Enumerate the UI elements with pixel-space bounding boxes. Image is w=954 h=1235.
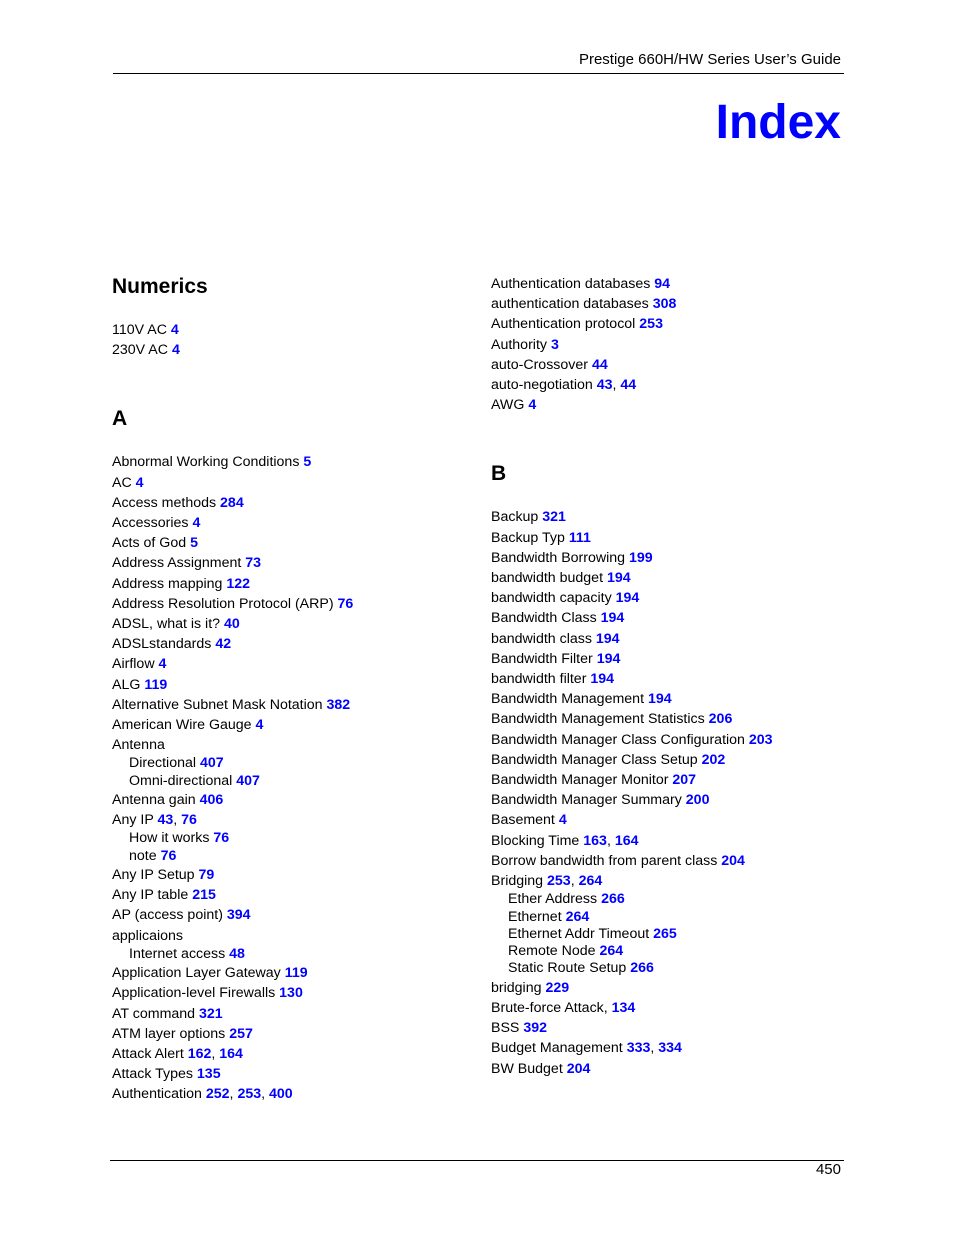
index-entry: Attack Alert 162, 164 <box>112 1045 243 1062</box>
header-rule <box>113 73 844 74</box>
page-link[interactable]: 284 <box>220 494 244 511</box>
section-heading: A <box>112 407 128 431</box>
page-link[interactable]: 252 <box>205 1086 230 1103</box>
index-term: ADSLstandards <box>112 636 212 653</box>
index-column-right <box>491 274 851 1079</box>
page-link[interactable]: 40 <box>223 616 240 633</box>
index-entry <box>112 1004 472 1024</box>
page-number: 450 <box>815 1161 841 1178</box>
page-link[interactable]: 5 <box>303 454 312 471</box>
index-entry <box>112 634 472 654</box>
index-term: Bandwidth Class <box>491 610 597 627</box>
index-term: Authentication <box>112 1086 202 1103</box>
index-entry <box>112 735 472 755</box>
index-term: Bandwidth Borrowing <box>491 549 626 566</box>
index-term: AP (access point) <box>112 907 223 924</box>
page-link[interactable]: 204 <box>721 852 745 869</box>
index-entry <box>112 574 472 594</box>
index-entry <box>491 314 851 334</box>
page-link[interactable]: 4 <box>528 397 537 414</box>
index-term: Bandwidth Filter <box>491 650 593 667</box>
index-entry <box>112 865 472 885</box>
index-subentry <box>112 830 472 847</box>
index-term: Ethernet <box>508 908 562 925</box>
index-entry <box>112 594 472 614</box>
section-spacer <box>112 360 472 404</box>
index-entry <box>112 963 472 983</box>
index-entry <box>491 998 851 1018</box>
index-term: Bandwidth Management <box>491 691 645 708</box>
index-entry: Authentication 252, 253, 400 <box>112 1086 293 1103</box>
index-term: Attack Types <box>112 1066 193 1083</box>
page-link[interactable]: 44 <box>620 377 637 394</box>
index-term: Antenna gain <box>112 792 196 809</box>
running-header: Prestige 660H/HW Series User’s Guide <box>578 51 841 68</box>
index-entry <box>491 548 851 568</box>
page-link[interactable]: 194 <box>647 691 672 708</box>
index-entry <box>112 715 472 735</box>
index-term: Address Resolution Protocol (ARP) <box>112 595 334 612</box>
index-term: bandwidth filter <box>491 671 587 688</box>
index-term: 110V AC <box>112 322 167 338</box>
index-subentry <box>491 891 851 908</box>
index-column-left <box>112 272 472 1105</box>
page-title: Index <box>715 96 841 149</box>
section-heading: B <box>491 462 507 486</box>
index-term: Bandwidth Manager Summary <box>491 792 682 809</box>
index-entry <box>112 553 472 573</box>
index-term: Any IP table <box>112 887 189 904</box>
heading-spacer <box>112 302 472 320</box>
index-entry: Blocking Time 163, 164 <box>491 832 639 849</box>
index-entry <box>112 320 472 340</box>
page-link[interactable]: 407 <box>199 755 224 772</box>
index-term: American Wire Gauge <box>112 717 252 734</box>
index-term: Application Layer Gateway <box>112 965 281 982</box>
index-term: AC <box>112 474 132 491</box>
index-subentry <box>491 926 851 943</box>
page-link[interactable]: 321 <box>199 1005 223 1022</box>
index-entry <box>491 810 851 830</box>
page-link[interactable]: 4 <box>255 717 264 734</box>
page-link[interactable]: 111 <box>568 529 591 546</box>
page-link[interactable]: 394 <box>226 907 251 924</box>
index-term: Bridging <box>491 873 544 890</box>
page-link[interactable]: 321 <box>542 509 566 526</box>
page-link[interactable]: 4 <box>192 515 201 532</box>
index-term: Blocking Time <box>491 832 580 849</box>
index-term: ADSL, what is it? <box>112 616 221 633</box>
page-link[interactable]: 164 <box>614 832 639 849</box>
index-term: Any IP <box>112 812 154 829</box>
page-link[interactable]: 163 <box>583 832 607 849</box>
page-link[interactable]: 199 <box>629 549 653 566</box>
index-entry <box>112 983 472 1003</box>
index-term: Static Route Setup <box>508 960 627 977</box>
page-link[interactable]: 308 <box>652 296 677 313</box>
page-link[interactable]: 202 <box>701 751 726 768</box>
index-entry <box>491 851 851 871</box>
page-link[interactable]: 5 <box>190 535 198 552</box>
index-term: bandwidth budget <box>491 570 604 587</box>
index-entry <box>491 274 851 294</box>
index-entry <box>491 588 851 608</box>
page-link[interactable]: 42 <box>215 636 232 653</box>
index-subentry <box>112 848 472 865</box>
page-link[interactable]: 122 <box>226 575 251 592</box>
index-subentry <box>112 755 472 772</box>
index-term: ATM layer options <box>112 1025 226 1042</box>
index-term: Abnormal Working Conditions <box>112 454 300 471</box>
index-entry <box>112 1064 472 1084</box>
page-link[interactable]: 134 <box>611 999 636 1016</box>
index-term: bandwidth class <box>491 630 592 647</box>
index-term: How it works <box>129 830 210 847</box>
index-entry <box>112 654 472 674</box>
index-entry <box>112 452 472 472</box>
index-term: Ether Address <box>508 891 598 908</box>
index-entry <box>491 1018 851 1038</box>
page-link[interactable]: 392 <box>523 1020 548 1037</box>
index-entry <box>491 978 851 998</box>
page-link[interactable]: 265 <box>653 925 677 942</box>
index-term: Antenna <box>112 737 165 754</box>
page-link[interactable]: 44 <box>591 356 608 373</box>
page-link[interactable]: 76 <box>337 595 354 612</box>
index-entry <box>112 926 472 946</box>
index-entry <box>491 730 851 750</box>
page-link[interactable]: 3 <box>550 336 559 353</box>
index-entry: auto-negotiation 43, 44 <box>491 377 637 394</box>
index-term: BW Budget <box>491 1060 563 1077</box>
index-entry <box>112 695 472 715</box>
index-entry: Budget Management 333, 334 <box>491 1040 682 1057</box>
page-link[interactable]: 4 <box>135 474 144 491</box>
index-term: Attack Alert <box>112 1045 184 1062</box>
index-term: auto-Crossover <box>491 356 588 373</box>
page-link[interactable]: 333 <box>626 1040 651 1057</box>
index-term: auto-negotiation <box>491 377 593 394</box>
section-spacer <box>491 415 851 459</box>
page-link[interactable]: 200 <box>685 792 710 809</box>
index-term: Alternative Subnet Mask Notation <box>112 696 323 713</box>
page-link[interactable]: 94 <box>654 276 671 292</box>
index-term: AWG <box>491 397 525 414</box>
index-entry <box>491 790 851 810</box>
index-entry <box>491 709 851 729</box>
index-term: Bandwidth Management Statistics <box>491 711 705 728</box>
index-term: Remote Node <box>508 943 596 960</box>
index-entry <box>491 1059 851 1079</box>
heading-spacer <box>112 434 472 452</box>
index-entry: Bridging 253, 264 <box>491 873 603 890</box>
index-subentry <box>491 960 851 977</box>
index-entry <box>491 568 851 588</box>
page-link[interactable]: 162 <box>187 1045 212 1062</box>
index-term: Backup Typ <box>491 529 565 546</box>
index-subentry <box>491 909 851 926</box>
index-entry <box>491 750 851 770</box>
page-link[interactable]: 135 <box>196 1066 221 1083</box>
index-subentry <box>112 773 472 790</box>
index-entry <box>112 513 472 533</box>
index-entry <box>112 790 472 810</box>
index-term: AT command <box>112 1005 196 1022</box>
index-entry <box>491 335 851 355</box>
index-entry <box>112 885 472 905</box>
index-term: Ethernet Addr Timeout <box>508 925 650 942</box>
page-link[interactable]: 119 <box>144 676 168 693</box>
index-term: Omni-directional <box>129 772 233 789</box>
page-link[interactable]: 194 <box>596 650 621 667</box>
page-link[interactable]: 215 <box>192 887 216 904</box>
index-entry <box>112 340 472 360</box>
page-link[interactable]: 206 <box>708 711 733 728</box>
index-entry <box>112 614 472 634</box>
page-link[interactable]: 194 <box>600 610 625 627</box>
page-link[interactable]: 264 <box>578 873 603 890</box>
index-entry <box>491 608 851 628</box>
page-link[interactable]: 4 <box>170 322 179 338</box>
page-link[interactable]: 73 <box>245 555 262 572</box>
index-entry <box>491 629 851 649</box>
index-term: authentication databases <box>491 296 649 313</box>
index-term: Address mapping <box>112 575 223 592</box>
page-link[interactable]: 43 <box>157 812 174 829</box>
index-term: Access methods <box>112 494 217 511</box>
index-term: ALG <box>112 676 141 693</box>
index-term: note <box>129 847 157 864</box>
index-entry <box>491 395 851 415</box>
index-term: Address Assignment <box>112 555 242 572</box>
page-link[interactable]: 253 <box>639 316 663 333</box>
page-link[interactable]: 76 <box>181 812 197 829</box>
index-entry <box>112 675 472 695</box>
page-link[interactable]: 264 <box>565 908 590 925</box>
index-entry <box>491 528 851 548</box>
footer-rule <box>110 1160 844 1161</box>
index-entry <box>112 905 472 925</box>
index-term: Borrow bandwidth from parent class <box>491 852 718 869</box>
index-term: Internet access <box>129 945 226 962</box>
page-link[interactable]: 194 <box>615 590 640 607</box>
index-term: Airflow <box>112 656 155 673</box>
index-term: Authentication protocol <box>491 316 636 333</box>
index-term: 230V AC <box>112 342 169 359</box>
index-term: Budget Management <box>491 1040 623 1057</box>
index-term: Backup <box>491 509 539 526</box>
index-term: Application-level Firewalls <box>112 985 276 1002</box>
index-term: Basement <box>491 812 555 829</box>
page-link[interactable]: 203 <box>748 731 773 748</box>
index-entry <box>491 770 851 790</box>
index-entry <box>112 533 472 553</box>
page-link[interactable]: 76 <box>213 830 230 847</box>
index-term: Authority <box>491 336 547 353</box>
index-term: Authentication databases <box>491 276 651 292</box>
index-term: BSS <box>491 1020 520 1037</box>
heading-spacer <box>491 489 851 507</box>
page-link[interactable]: 194 <box>590 671 615 688</box>
index-term: bridging <box>491 979 542 996</box>
index-term: Brute-force Attack, <box>491 999 608 1016</box>
index-entry <box>112 1024 472 1044</box>
page-link[interactable]: 253 <box>547 873 571 890</box>
index-subentry <box>112 946 472 963</box>
index-entry <box>491 507 851 527</box>
index-term: Accessories <box>112 515 189 532</box>
index-entry <box>112 493 472 513</box>
page-link[interactable]: 334 <box>658 1040 682 1057</box>
page-link[interactable]: 4 <box>558 812 567 829</box>
page-link[interactable]: 43 <box>596 377 613 394</box>
page-link[interactable]: 407 <box>236 772 260 789</box>
page-link[interactable]: 76 <box>160 847 177 864</box>
page-link[interactable]: 257 <box>229 1025 253 1042</box>
page-link[interactable]: 164 <box>219 1045 243 1062</box>
index-term: Acts of God <box>112 535 187 552</box>
index-term: Directional <box>129 755 197 772</box>
page-link[interactable]: 119 <box>284 965 308 982</box>
page-link[interactable]: 79 <box>198 867 215 884</box>
index-term: bandwidth capacity <box>491 590 612 607</box>
page-link[interactable]: 266 <box>630 960 654 977</box>
index-entry <box>491 355 851 375</box>
page-link[interactable]: 194 <box>606 570 631 587</box>
page-link[interactable]: 48 <box>229 945 245 962</box>
page-link[interactable]: 253 <box>237 1086 262 1103</box>
page-link[interactable]: 264 <box>599 943 624 960</box>
index-term: Bandwidth Manager Monitor <box>491 772 669 789</box>
page-link[interactable]: 400 <box>269 1086 293 1103</box>
page-link[interactable]: 194 <box>595 630 620 647</box>
index-entry <box>491 294 851 314</box>
page-link[interactable]: 4 <box>158 656 167 673</box>
page-link[interactable]: 130 <box>279 985 303 1002</box>
page-link[interactable]: 229 <box>545 979 570 996</box>
index-entry <box>112 473 472 493</box>
page-link[interactable]: 207 <box>672 772 697 789</box>
page-link[interactable]: 4 <box>171 342 180 359</box>
index-term: Any IP Setup <box>112 867 195 884</box>
section-heading: Numerics <box>112 275 208 298</box>
index-term: Bandwidth Manager Class Setup <box>491 751 698 768</box>
page-link[interactable]: 204 <box>566 1060 591 1077</box>
page-link[interactable]: 266 <box>601 891 625 908</box>
index-subentry <box>491 943 851 960</box>
index-entry <box>491 689 851 709</box>
page-link[interactable]: 382 <box>326 696 351 713</box>
page-link[interactable]: 406 <box>199 792 224 809</box>
index-term: applicaions <box>112 927 183 944</box>
index-entry <box>491 649 851 669</box>
index-entry <box>491 669 851 689</box>
index-term: Bandwidth Manager Class Configuration <box>491 731 745 748</box>
index-entry: Any IP 43, 76 <box>112 812 197 829</box>
